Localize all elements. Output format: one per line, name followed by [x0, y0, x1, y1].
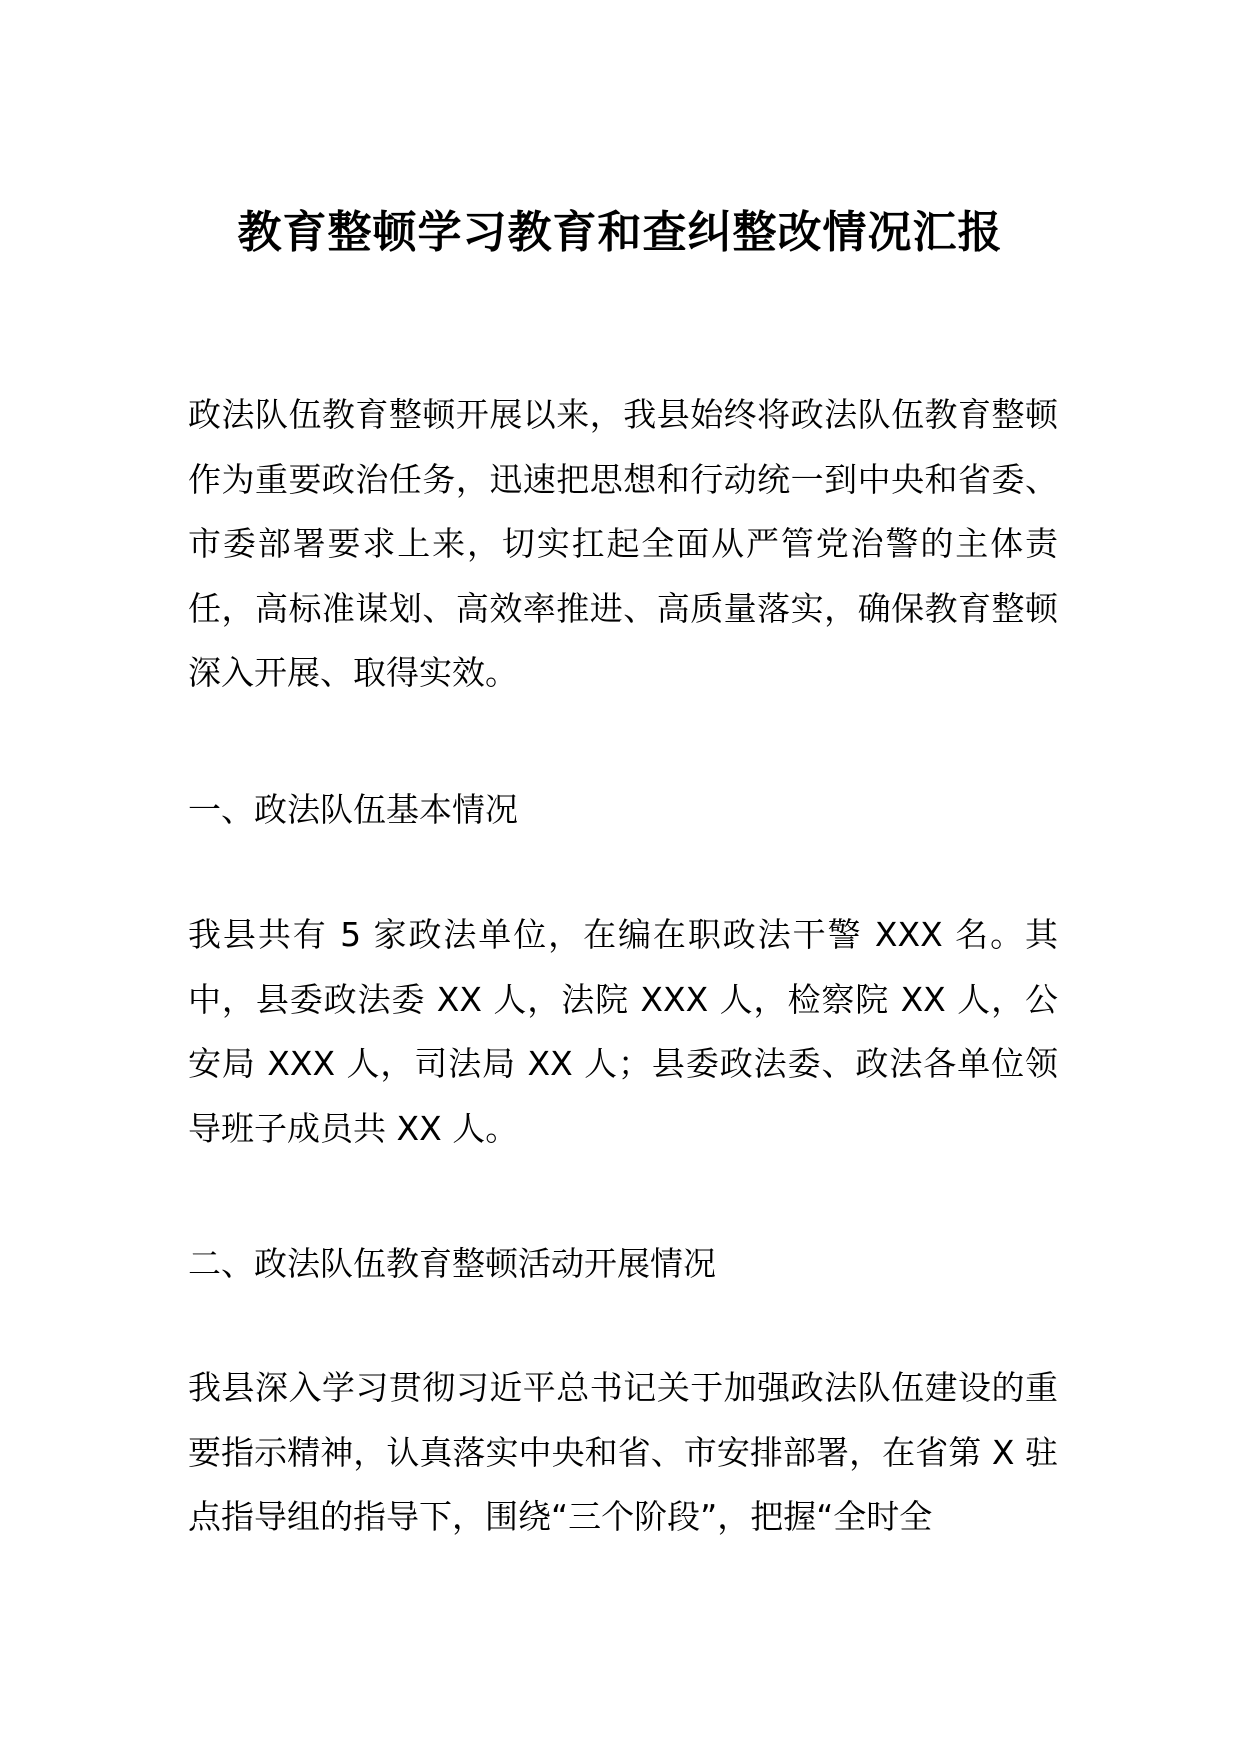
- section-heading-basic-info: 一、政法队伍基本情况: [188, 790, 518, 829]
- section-paragraph-activities: 我县深入学习贯彻习近平总书记关于加强政法队伍建设的重要指示精神，认真落实中央和省、市安排部署，在省第 X 驻点指导组的指导下，围绕“三个阶段”，把握“全时全: [188, 1368, 1058, 1536]
- section-paragraph-basic-info: 我县共有 5 家政法单位，在编在职政法干警 XXX 名。其中，县委政法委 XX 人，法院 XXX 人，检察院 XX 人，公安局 XXX 人，司法局 XX 人；县委政法委、政法各单位领导班子成员共 XX 人。: [188, 915, 1058, 1148]
- section-heading-activities: 二、政法队伍教育整顿活动开展情况: [188, 1244, 716, 1283]
- intro-paragraph: 政法队伍教育整顿开展以来，我县始终将政法队伍教育整顿作为重要政治任务，迅速把思想和行动统一到中央和省委、市委部署要求上来，切实扛起全面从严管党治警的主体责任，高标准谋划、高效率推进、高质量落实，确保教育整顿深入开展、取得实效。: [188, 395, 1058, 692]
- document-title: 教育整顿学习教育和查纠整改情况汇报: [237, 207, 1003, 258]
